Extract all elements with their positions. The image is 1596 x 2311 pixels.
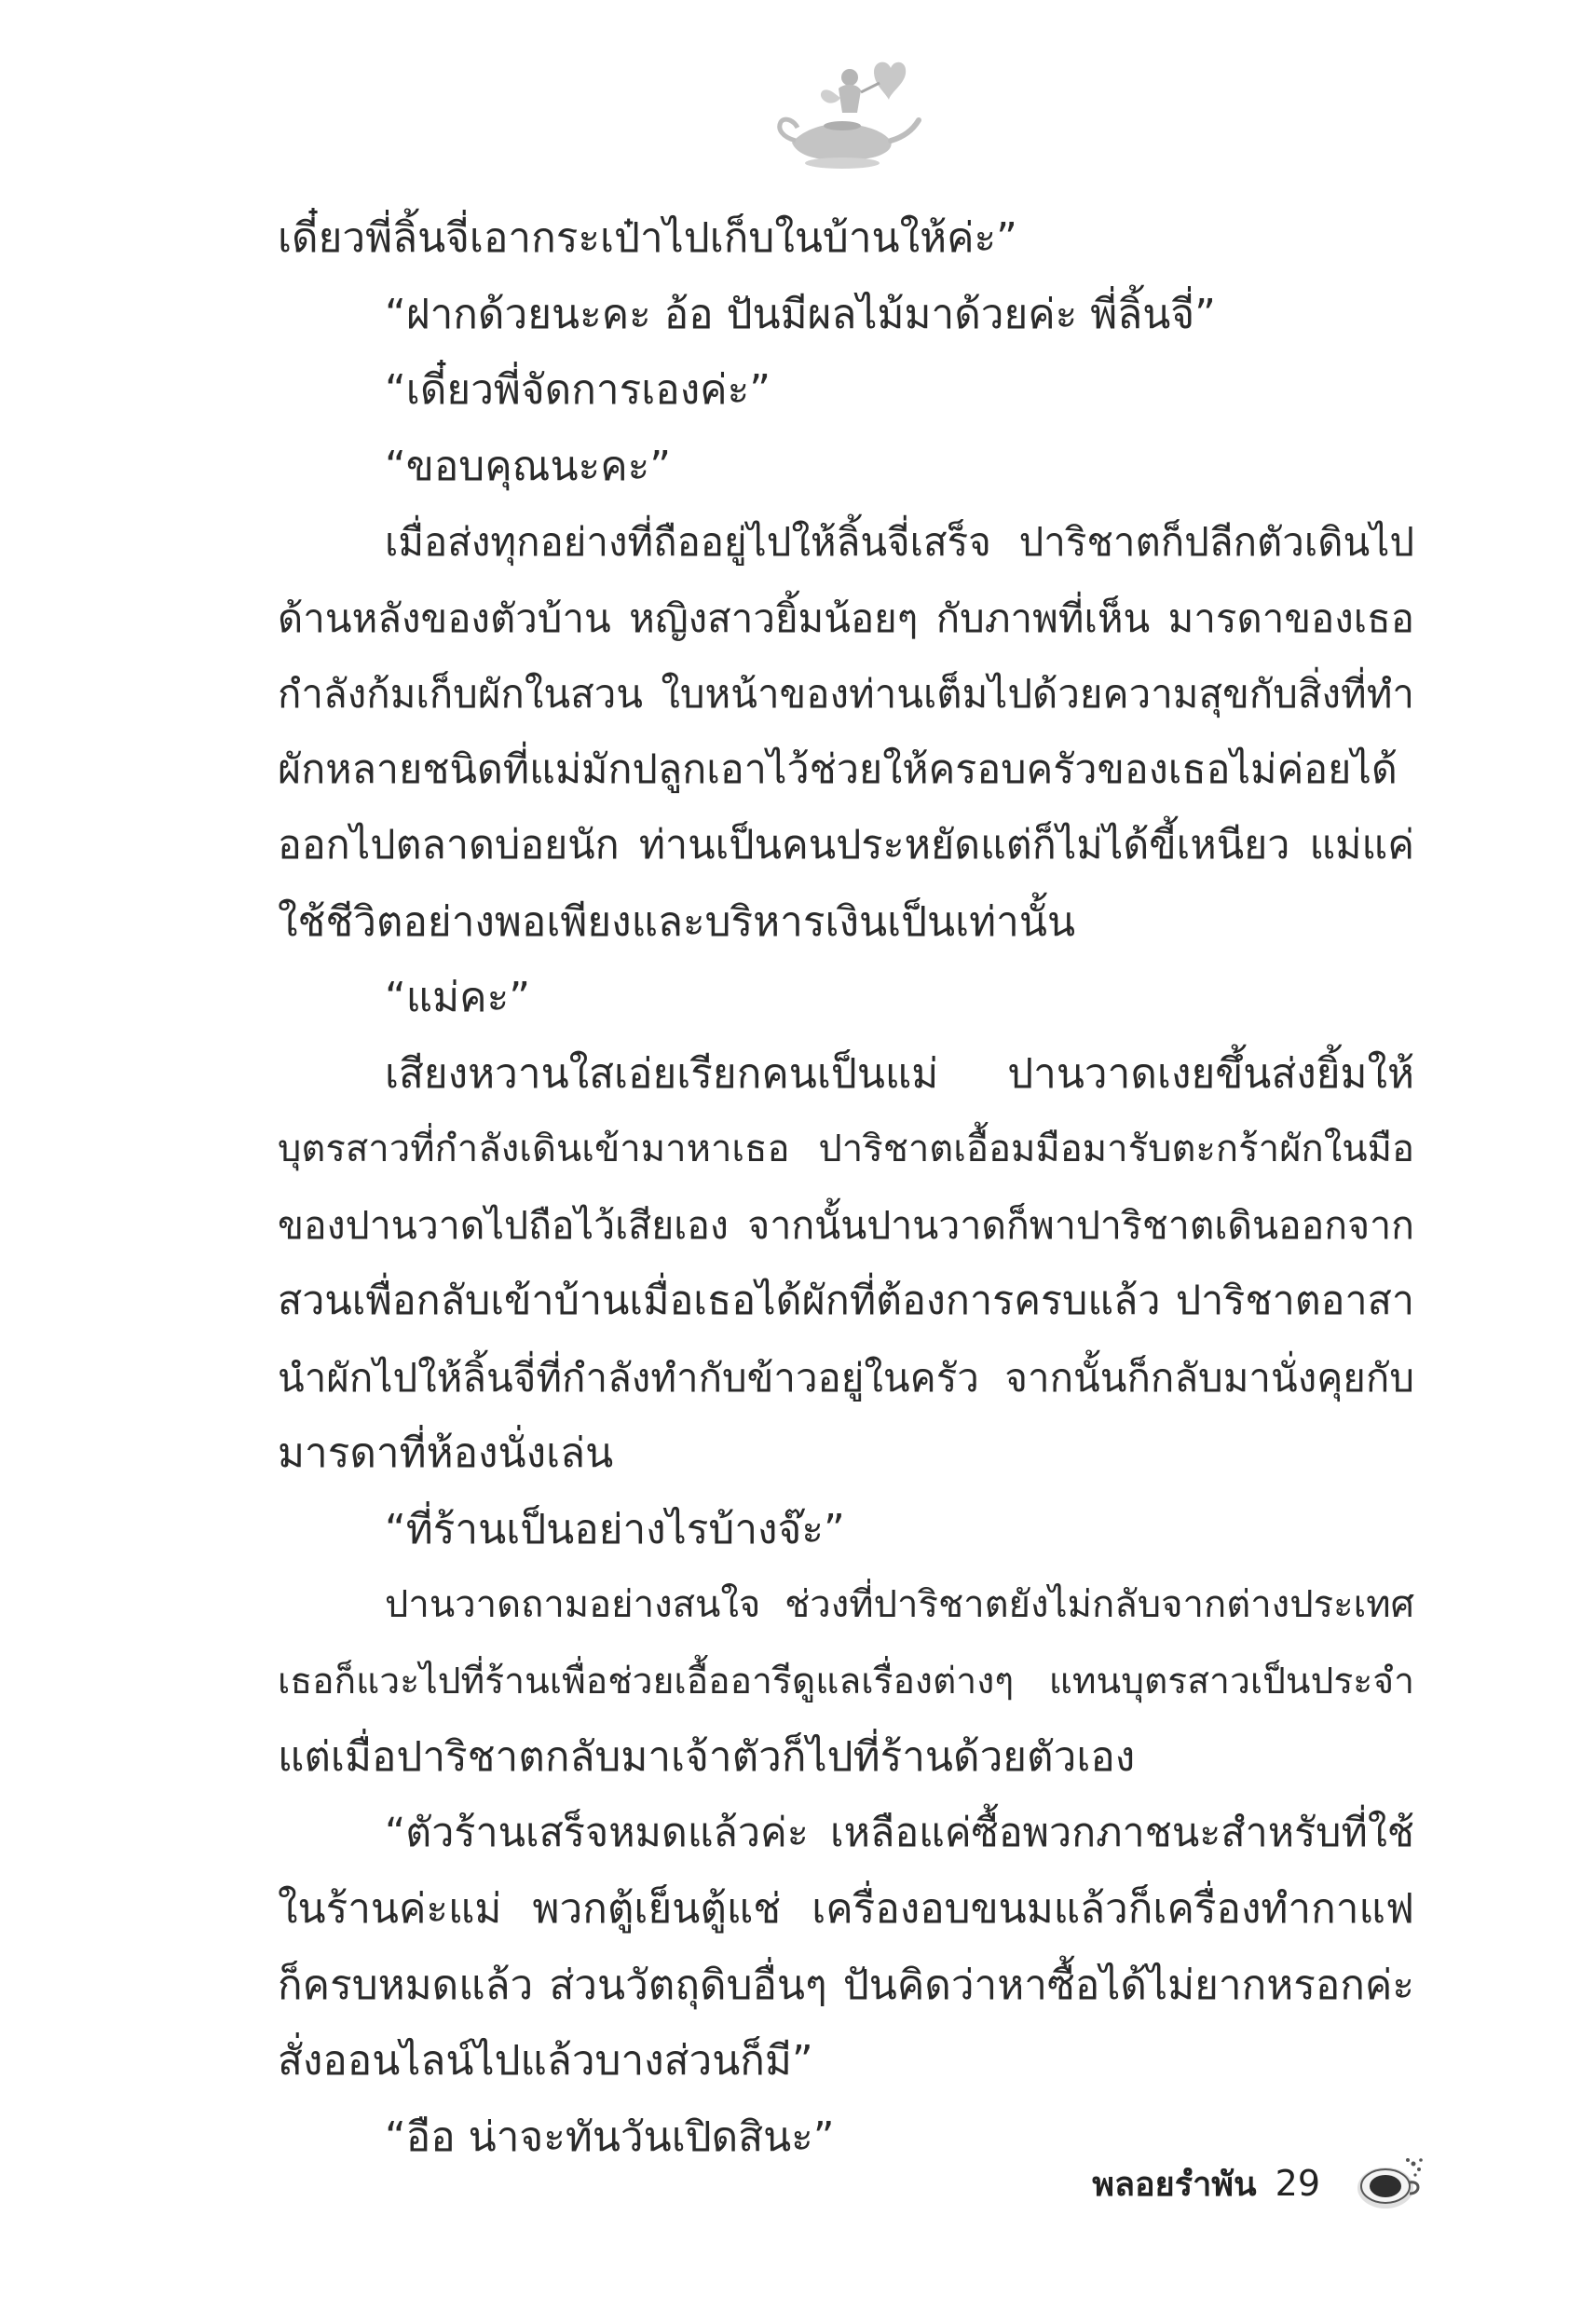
text-line: เธอก็แวะไปที่ร้านเพื่อช่วยเอื้ออารีดูแลเรื่องต่างๆ แทนบุตรสาวเป็นประจำ xyxy=(278,1660,1414,1702)
text-line: ใช้ชีวิตอย่างพอเพียงและบริหารเงินเป็นเท่านั้น xyxy=(278,897,1076,946)
text-line: สวนเพื่อกลับเข้าบ้านเมื่อเธอได้ผักที่ต้องการครบแล้ว ปาริชาตอาสา xyxy=(278,1278,1414,1324)
text-line: ผักหลายชนิดที่แม่มักปลูกเอาไว้ช่วยให้ครอบครัวของเธอไม่ค่อยได้ xyxy=(278,745,1398,793)
text-line: มารดาที่ห้องนั่งเล่น xyxy=(278,1429,614,1477)
text-line: “ขอบคุณนะคะ” xyxy=(385,442,672,490)
text-line: ก็ครบหมดแล้ว ส่วนวัตถุดิบอื่นๆ ปันคิดว่าหาซื้อได้ไม่ยากหรอกค่ะ xyxy=(278,1961,1414,2009)
text-line: เสียงหวานใสเอ่ยเรียกคนเป็นแม่ ปานวาดเงยขึ้นส่งยิ้มให้ xyxy=(385,1049,1414,1098)
body-text xyxy=(278,200,1414,2175)
text-line: ของปานวาดไปถือไว้เสียเอง จากนั้นปานวาดก็พาปาริชาตเดินออกจาก xyxy=(278,1202,1414,1248)
book-title: พลอยรำพัน xyxy=(1092,2165,1257,2204)
text-line: เมื่อส่งทุกอย่างที่ถืออยู่ไปให้ลิ้นจี่เสร็จ ปาริชาตก็ปลีกตัวเดินไป xyxy=(385,519,1414,565)
text-line: “เดี๋ยวพี่จัดการเองค่ะ” xyxy=(385,366,771,414)
text-line: “อือ น่าจะทันวันเปิดสินะ” xyxy=(385,2113,835,2161)
text-line: “แม่คะ” xyxy=(385,974,531,1021)
text-line: “ที่ร้านเป็นอย่างไรบ้างจ๊ะ” xyxy=(385,1505,845,1553)
text-line: ในร้านค่ะแม่ พวกตู้เย็นตู้แช่ เครื่องอบขนมแล้วก็เครื่องทำกาแฟ xyxy=(278,1885,1414,1933)
text-line: สั่งออนไลน์ไปแล้วบางส่วนก็มี” xyxy=(278,2037,813,2085)
text-line: นำผักไปให้ลิ้นจี่ที่กำลังทำกับข้าวอยู่ในครัว จากนั้นก็กลับมานั่งคุยกับ xyxy=(278,1354,1414,1401)
text-line: ด้านหลังของตัวบ้าน หญิงสาวยิ้มน้อยๆ กับภาพที่เห็น มารดาของเธอ xyxy=(278,595,1414,641)
text-line: เดี๋ยวพี่ลิ้นจี่เอากระเป๋าไปเก็บในบ้านให้ค่ะ” xyxy=(278,214,1017,262)
text-line: ปานวาดถามอย่างสนใจ ช่วงที่ปาริชาตยังไม่กลับจากต่างประเทศ xyxy=(385,1583,1414,1626)
text-line: “ฝากด้วยนะคะ อ้อ ปันมีผลไม้มาด้วยค่ะ พี่ลิ้นจี่” xyxy=(385,290,1216,338)
text-line: แต่เมื่อปาริชาตกลับมาเจ้าตัวก็ไปที่ร้านด้วยตัวเอง xyxy=(278,1733,1136,1781)
text-line: กำลังก้มเก็บผักในสวน ใบหน้าของท่านเต็มไปด้วยความสุขกับสิ่งที่ทำ xyxy=(278,671,1414,717)
page-number: 29 xyxy=(1275,2163,1320,2204)
cupid-teapot-ornament-icon xyxy=(764,51,922,172)
text-line: “ตัวร้านเสร็จหมดแล้วค่ะ เหลือแค่ซื้อพวกภาชนะสำหรับที่ใช้ xyxy=(385,1809,1414,1856)
page-footer xyxy=(1092,2151,1426,2216)
text-line: บุตรสาวที่กำลังเดินเข้ามาหาเธอ ปาริชาตเอื้อมมือมารับตะกร้าผักในมือ xyxy=(278,1128,1414,1170)
coffee-cup-icon xyxy=(1352,2151,1426,2216)
text-line: ออกไปตลาดบ่อยนัก ท่านเป็นคนประหยัดแต่ก็ไม่ได้ขี้เหนียว แม่แค่ xyxy=(278,822,1414,868)
